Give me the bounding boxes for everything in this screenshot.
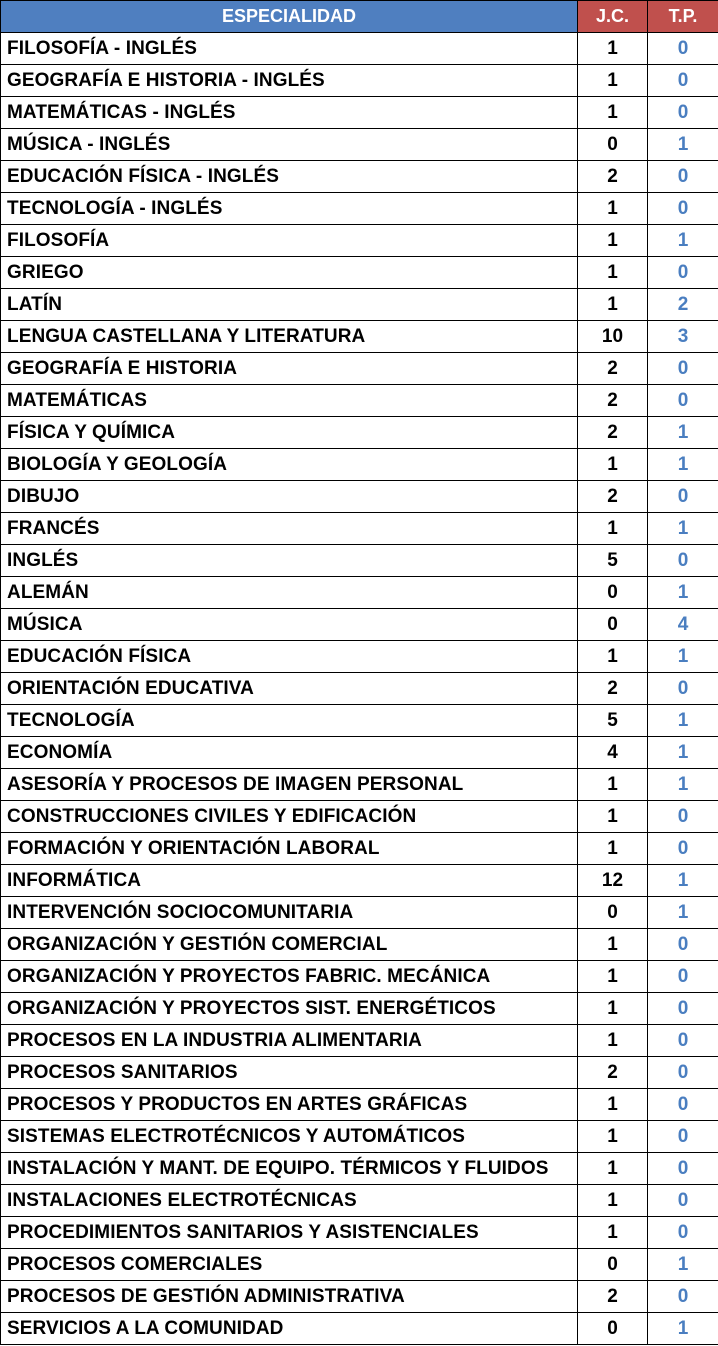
table-row [1,193,718,225]
table-row [1,161,718,193]
jc-cell: 1 [578,641,648,673]
jc-cell: 1 [578,1121,648,1153]
especialidad-cell: MÚSICA - INGLÉS [1,129,578,161]
jc-cell: 2 [578,481,648,513]
jc-cell: 5 [578,705,648,737]
table-row [1,1217,718,1249]
tp-cell: 1 [648,449,718,481]
jc-cell: 2 [578,161,648,193]
jc-cell: 1 [578,1185,648,1217]
tp-cell: 4 [648,609,718,641]
jc-cell: 1 [578,769,648,801]
tp-cell: 0 [648,545,718,577]
jc-cell: 1 [578,833,648,865]
especialidad-cell: FILOSOFÍA - INGLÉS [1,33,578,65]
table-row [1,769,718,801]
especialidad-cell: SERVICIOS A LA COMUNIDAD [1,1313,578,1345]
especialidad-cell: FÍSICA Y QUÍMICA [1,417,578,449]
jc-cell: 1 [578,193,648,225]
tp-cell: 0 [648,65,718,97]
especialidad-cell: FILOSOFÍA [1,225,578,257]
table-row [1,513,718,545]
jc-cell: 1 [578,801,648,833]
especialidad-cell: CONSTRUCCIONES CIVILES Y EDIFICACIÓN [1,801,578,833]
especialidad-cell: ALEMÁN [1,577,578,609]
especialidad-cell: PROCESOS EN LA INDUSTRIA ALIMENTARIA [1,1025,578,1057]
tp-cell: 0 [648,1217,718,1249]
tp-cell: 1 [648,1313,718,1345]
table-row [1,673,718,705]
table-header [1,1,718,33]
tp-cell: 1 [648,513,718,545]
especialidad-cell: PROCEDIMIENTOS SANITARIOS Y ASISTENCIALES [1,1217,578,1249]
tp-cell: 3 [648,321,718,353]
tp-cell: 1 [648,865,718,897]
table-row [1,641,718,673]
table-row [1,1057,718,1089]
table-row [1,865,718,897]
table-row [1,321,718,353]
table-row [1,1249,718,1281]
table-row [1,65,718,97]
especialidad-cell: ASESORÍA Y PROCESOS DE IMAGEN PERSONAL [1,769,578,801]
especialidad-cell: GEOGRAFÍA E HISTORIA - INGLÉS [1,65,578,97]
jc-cell: 1 [578,1025,648,1057]
jc-cell: 1 [578,929,648,961]
especialidad-cell: ECONOMÍA [1,737,578,769]
especialidad-cell: GRIEGO [1,257,578,289]
table-row [1,1121,718,1153]
especialidad-cell: BIOLOGÍA Y GEOLOGÍA [1,449,578,481]
table-row [1,929,718,961]
tp-cell: 0 [648,833,718,865]
tp-cell: 0 [648,385,718,417]
jc-cell: 0 [578,1313,648,1345]
jc-cell: 0 [578,577,648,609]
tp-cell: 1 [648,705,718,737]
tp-cell: 0 [648,1089,718,1121]
especialidad-cell: ORGANIZACIÓN Y PROYECTOS FABRIC. MECÁNICA [1,961,578,993]
table-row [1,1025,718,1057]
tp-cell: 0 [648,33,718,65]
tp-cell: 0 [648,1185,718,1217]
especialidad-cell: PROCESOS SANITARIOS [1,1057,578,1089]
table-row [1,833,718,865]
jc-cell: 1 [578,513,648,545]
table-row [1,289,718,321]
tp-cell: 0 [648,1153,718,1185]
tp-cell: 0 [648,993,718,1025]
especialidad-cell: ORGANIZACIÓN Y PROYECTOS SIST. ENERGÉTICOS [1,993,578,1025]
jc-cell: 1 [578,65,648,97]
tp-cell: 0 [648,961,718,993]
table-row [1,417,718,449]
especialidad-cell: EDUCACIÓN FÍSICA - INGLÉS [1,161,578,193]
tp-cell: 1 [648,577,718,609]
table-row [1,353,718,385]
jc-cell: 1 [578,257,648,289]
jc-cell: 2 [578,417,648,449]
especialidad-cell: ORIENTACIÓN EDUCATIVA [1,673,578,705]
especialidad-cell: DIBUJO [1,481,578,513]
tp-cell: 1 [648,737,718,769]
tp-cell: 0 [648,97,718,129]
table-row [1,737,718,769]
table-row [1,33,718,65]
tp-cell: 0 [648,161,718,193]
jc-cell: 1 [578,993,648,1025]
table-row [1,225,718,257]
tp-cell: 1 [648,417,718,449]
tp-cell: 0 [648,1121,718,1153]
table-row [1,1313,718,1345]
tp-cell: 0 [648,353,718,385]
table-row [1,545,718,577]
table-row [1,129,718,161]
jc-cell: 2 [578,1057,648,1089]
jc-cell: 1 [578,289,648,321]
tp-cell: 0 [648,929,718,961]
table-row [1,993,718,1025]
especialidad-cell: MATEMÁTICAS - INGLÉS [1,97,578,129]
especialidad-cell: LENGUA CASTELLANA Y LITERATURA [1,321,578,353]
especialidad-cell: LATÍN [1,289,578,321]
jc-cell: 1 [578,449,648,481]
table-row [1,897,718,929]
especialidad-cell: MÚSICA [1,609,578,641]
tp-cell: 1 [648,1249,718,1281]
table-row [1,449,718,481]
header-tp: T.P. [648,1,718,33]
tp-cell: 0 [648,673,718,705]
especialidad-cell: PROCESOS DE GESTIÓN ADMINISTRATIVA [1,1281,578,1313]
jc-cell: 1 [578,97,648,129]
tp-cell: 1 [648,769,718,801]
table-row [1,385,718,417]
jc-cell: 1 [578,1217,648,1249]
jc-cell: 2 [578,353,648,385]
table-row [1,1185,718,1217]
jc-cell: 1 [578,961,648,993]
jc-cell: 0 [578,897,648,929]
jc-cell: 1 [578,1089,648,1121]
jc-cell: 0 [578,609,648,641]
tp-cell: 0 [648,257,718,289]
especialidad-cell: MATEMÁTICAS [1,385,578,417]
especialidad-cell: TECNOLOGÍA [1,705,578,737]
table-body [1,33,718,1345]
especialidad-cell: INTERVENCIÓN SOCIOCOMUNITARIA [1,897,578,929]
tp-cell: 0 [648,1025,718,1057]
table-row [1,1153,718,1185]
especialidad-cell: INSTALACIONES ELECTROTÉCNICAS [1,1185,578,1217]
especialidad-cell: PROCESOS Y PRODUCTOS EN ARTES GRÁFICAS [1,1089,578,1121]
jc-cell: 12 [578,865,648,897]
especialidad-cell: EDUCACIÓN FÍSICA [1,641,578,673]
jc-cell: 2 [578,673,648,705]
jc-cell: 10 [578,321,648,353]
table-row [1,1281,718,1313]
tp-cell: 1 [648,641,718,673]
especialidad-cell: FORMACIÓN Y ORIENTACIÓN LABORAL [1,833,578,865]
jc-cell: 1 [578,1153,648,1185]
jc-cell: 5 [578,545,648,577]
header-row [1,1,718,33]
table-row [1,801,718,833]
especialidad-cell: PROCESOS COMERCIALES [1,1249,578,1281]
tp-cell: 0 [648,801,718,833]
table-row [1,481,718,513]
table-row [1,257,718,289]
especialidad-cell: SISTEMAS ELECTROTÉCNICOS Y AUTOMÁTICOS [1,1121,578,1153]
table-row [1,609,718,641]
especialidad-cell: GEOGRAFÍA E HISTORIA [1,353,578,385]
tp-cell: 0 [648,193,718,225]
jc-cell: 0 [578,129,648,161]
header-especialidad: ESPECIALIDAD [1,1,578,33]
jc-cell: 1 [578,33,648,65]
especialidad-cell: INFORMÁTICA [1,865,578,897]
especialidad-cell: TECNOLOGÍA - INGLÉS [1,193,578,225]
table-row [1,97,718,129]
jc-cell: 1 [578,225,648,257]
header-jc: J.C. [578,1,648,33]
table-row [1,961,718,993]
table-row [1,577,718,609]
especialidad-cell: ORGANIZACIÓN Y GESTIÓN COMERCIAL [1,929,578,961]
jc-cell: 4 [578,737,648,769]
tp-cell: 0 [648,1281,718,1313]
tp-cell: 1 [648,897,718,929]
jc-cell: 2 [578,1281,648,1313]
especialidad-cell: INGLÉS [1,545,578,577]
table-row [1,705,718,737]
table-row [1,1089,718,1121]
tp-cell: 2 [648,289,718,321]
tp-cell: 0 [648,481,718,513]
tp-cell: 1 [648,129,718,161]
tp-cell: 0 [648,1057,718,1089]
jc-cell: 0 [578,1249,648,1281]
especialidad-cell: FRANCÉS [1,513,578,545]
especialidad-cell: INSTALACIÓN Y MANT. DE EQUIPO. TÉRMICOS Y FLUIDOS [1,1153,578,1185]
tp-cell: 1 [648,225,718,257]
jc-cell: 2 [578,385,648,417]
